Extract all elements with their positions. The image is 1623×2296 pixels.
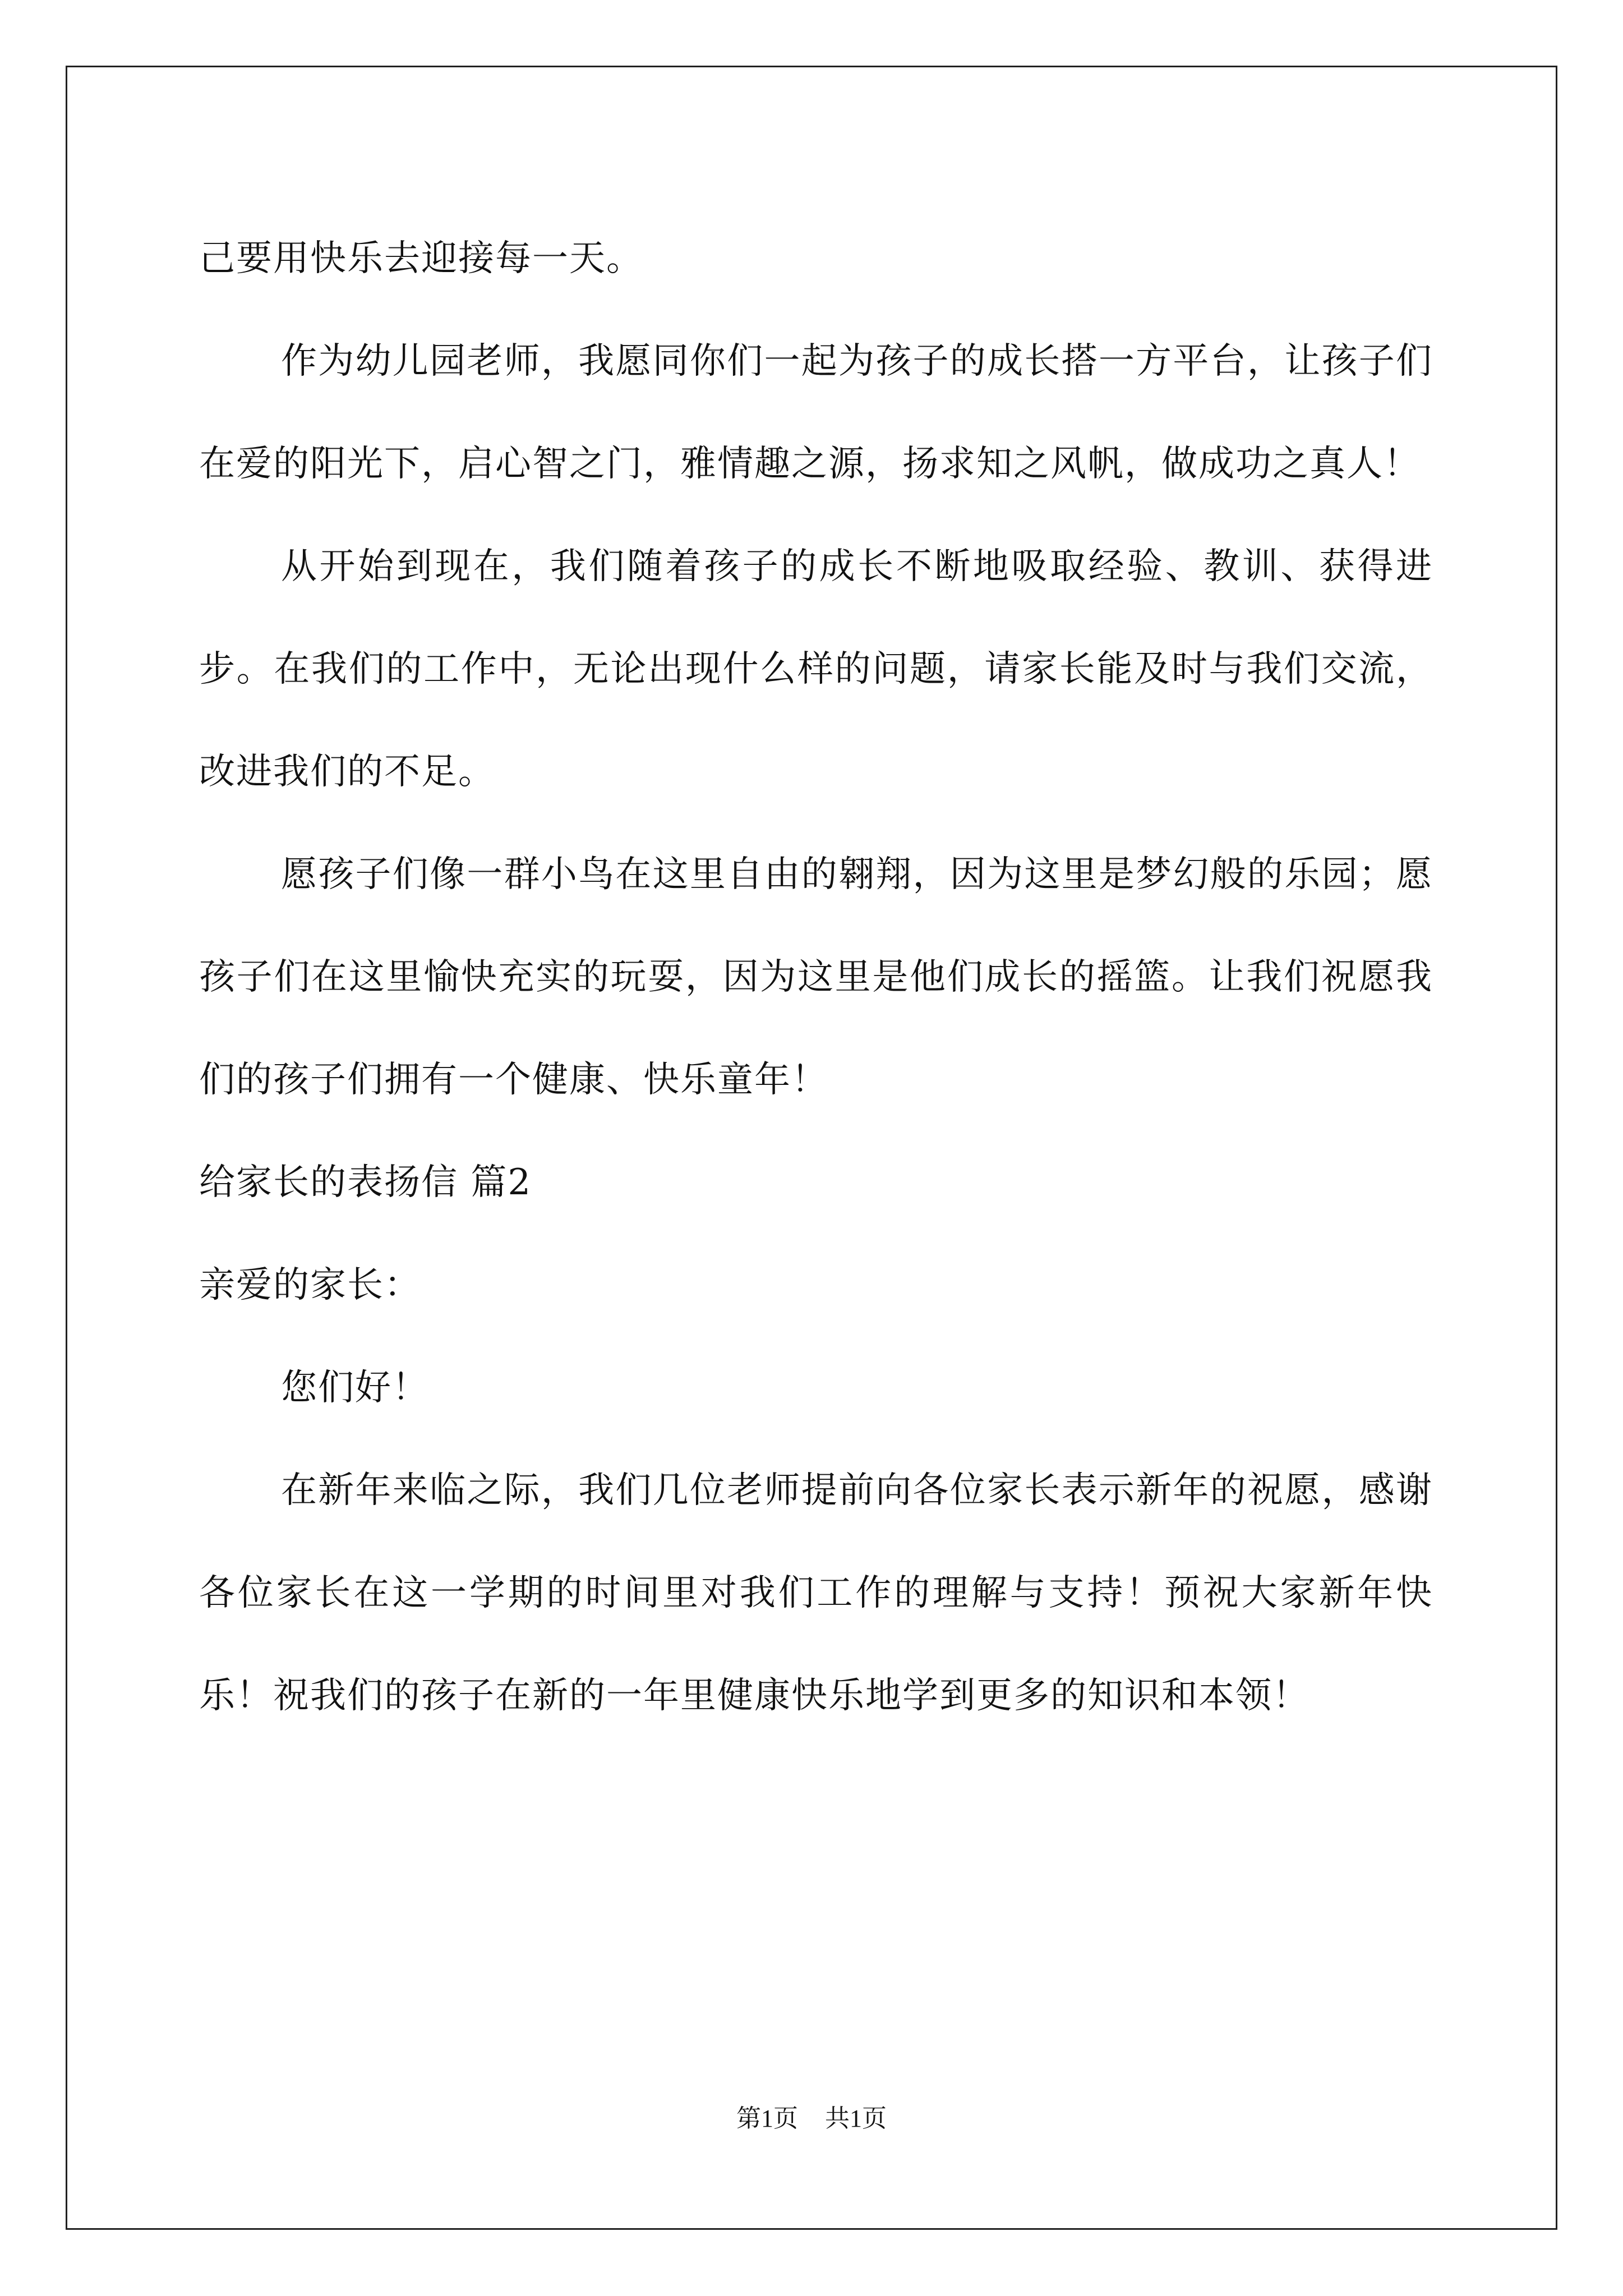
page-footer: [0, 2098, 1623, 2134]
paragraph-progress: 从开始到现在，我们随着孩子的成长不断地吸取经验、教训、获得进步。在我们的工作中，无论出现什么样的问题，请家长能及时与我们交流，改进我们的不足。: [199, 546, 1433, 793]
document-body: [199, 208, 1433, 1747]
page-number-total: 共1页: [825, 2105, 887, 2132]
paragraph-continuation: 己要用快乐去迎接每一天。: [199, 238, 643, 279]
salutation: 亲爱的家长：: [199, 1264, 421, 1306]
paragraph-new-year: 在新年来临之际，我们几位老师提前向各位家长表示新年的祝愿，感谢各位家长在这一学期的时间里对我们工作的理解与支持！预祝大家新年快乐！祝我们的孩子在新的一年里健康快乐地学到更多的知识和本领！: [199, 1470, 1433, 1717]
greeting: 您们好！: [281, 1367, 429, 1409]
paragraph-blessing: 愿孩子们像一群小鸟在这里自由的翱翔，因为这里是梦幻般的乐园；愿孩子们在这里愉快充实的玩耍，因为这里是他们成长的摇篮。让我们祝愿我们的孩子们拥有一个健康、快乐童年！: [199, 854, 1433, 1101]
section-heading: 给家长的表扬信 篇2: [199, 1162, 532, 1203]
page-number-current: 第1页: [736, 2105, 798, 2132]
paragraph-teacher-wish: 作为幼儿园老师，我愿同你们一起为孩子的成长搭一方平台，让孩子们在爱的阳光下，启心智之门，雅情趣之源，扬求知之风帆，做成功之真人！: [199, 341, 1433, 485]
